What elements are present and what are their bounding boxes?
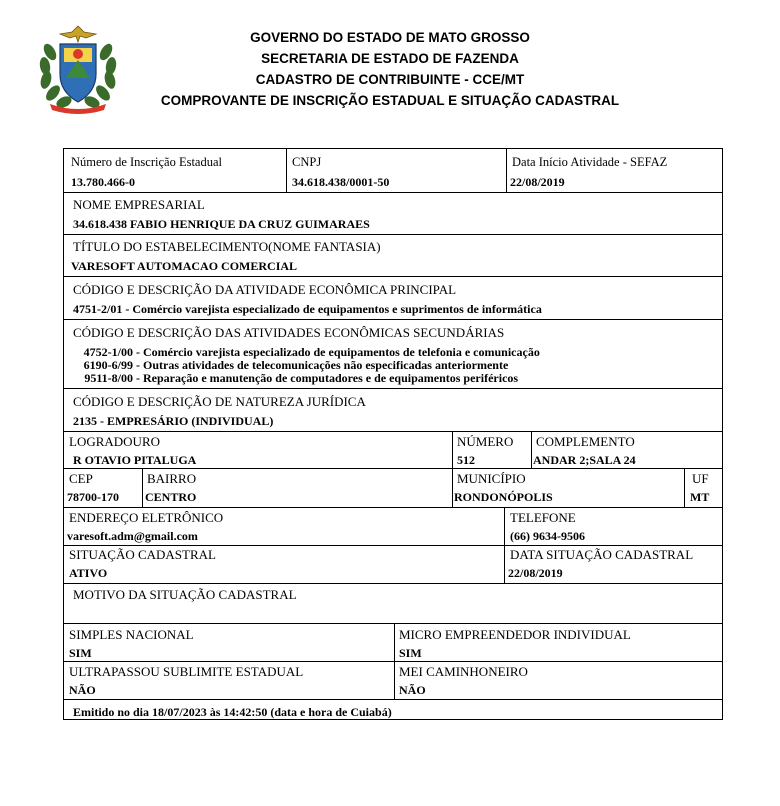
caminhoneiro-value: NÃO <box>399 683 426 697</box>
logradouro-value: R OTAVIO PITALUGA <box>73 453 197 467</box>
sublimite-value: NÃO <box>69 683 96 697</box>
divider <box>63 545 723 546</box>
data-situacao-value: 22/08/2019 <box>508 566 563 580</box>
bairro-label: BAIRRO <box>147 471 197 486</box>
nome-empresarial-value: 34.618.438 FABIO HENRIQUE DA CRUZ GUIMARAES <box>73 217 370 231</box>
divider <box>286 148 287 192</box>
divider <box>63 661 723 662</box>
list-item: 4752-1/00 - Comércio varejista especializado de equipamentos de telefonia e comunicação <box>83 345 540 359</box>
emitido-footer: Emitido no dia 18/07/2023 às 14:42:50 (data e hora de Cuiabá) <box>73 705 392 719</box>
data-inicio-label: Data Início Atividade - SEFAZ <box>512 155 668 169</box>
inscricao-value: 13.780.466-0 <box>71 175 135 189</box>
header-secretaria: SECRETARIA DE ESTADO DE FAZENDA <box>261 51 519 66</box>
state-coat-of-arms-logo <box>36 22 120 114</box>
list-item: 9511-8/00 - Reparação e manutenção de computadores e de equipamentos periféricos <box>84 371 519 385</box>
titulo-value: VARESOFT AUTOMACAO COMERCIAL <box>71 259 298 273</box>
titulo-label: TÍTULO DO ESTABELECIMENTO(NOME FANTASIA) <box>73 239 381 254</box>
uf-label: UF <box>692 471 709 486</box>
divider <box>63 276 723 277</box>
bairro-value: CENTRO <box>145 490 197 504</box>
simples-label: SIMPLES NACIONAL <box>69 627 194 642</box>
complemento-value: ANDAR 2;SALA 24 <box>533 453 636 467</box>
divider <box>504 507 505 583</box>
divider <box>394 623 395 699</box>
mei-value: SIM <box>399 646 422 660</box>
telefone-value: (66) 9634-9506 <box>510 529 585 543</box>
divider <box>506 148 507 192</box>
numero-value: 512 <box>457 453 475 467</box>
list-item: 6190-6/99 - Outras atividades de telecomunicações não especificadas anteriormente <box>83 358 509 372</box>
divider <box>63 192 723 193</box>
divider <box>452 431 453 507</box>
cep-value: 78700-170 <box>67 490 119 504</box>
inscricao-label: Número de Inscrição Estadual <box>71 155 222 169</box>
divider <box>63 468 723 469</box>
sublimite-label: ULTRAPASSOU SUBLIMITE ESTADUAL <box>69 664 304 679</box>
simples-value: SIM <box>69 646 92 660</box>
data-situacao-label: DATA SITUAÇÃO CADASTRAL <box>510 547 694 562</box>
situacao-value: ATIVO <box>69 566 108 580</box>
divider <box>684 468 685 507</box>
municipio-value: RONDONÓPOLIS <box>454 490 553 504</box>
atividade-principal-label: CÓDIGO E DESCRIÇÃO DA ATIVIDADE ECONÔMICA PRINCIPAL <box>73 282 457 297</box>
mei-label: MICRO EMPREENDEDOR INDIVIDUAL <box>399 627 631 642</box>
header-government: GOVERNO DO ESTADO DE MATO GROSSO <box>250 30 530 45</box>
natureza-value: 2135 - EMPRESÁRIO (INDIVIDUAL) <box>73 414 274 428</box>
header-cadastro: CADASTRO DE CONTRIBUINTE - CCE/MT <box>255 72 525 87</box>
cnpj-value: 34.618.438/0001-50 <box>292 175 390 189</box>
divider <box>63 583 723 584</box>
caminhoneiro-label: MEI CAMINHONEIRO <box>399 664 528 679</box>
header-comprovante: COMPROVANTE DE INSCRIÇÃO ESTADUAL E SITUAÇÃO CADASTRAL <box>160 93 620 108</box>
divider <box>142 468 143 507</box>
divider <box>63 388 723 389</box>
natureza-label: CÓDIGO E DESCRIÇÃO DE NATUREZA JURÍDICA <box>73 394 366 409</box>
numero-label: NÚMERO <box>457 434 514 449</box>
email-value: varesoft.adm@gmail.com <box>67 529 198 543</box>
complemento-label: COMPLEMENTO <box>536 434 635 449</box>
data-inicio-value: 22/08/2019 <box>510 175 565 189</box>
divider <box>63 431 723 432</box>
divider <box>63 507 723 508</box>
cnpj-label: CNPJ <box>292 155 322 169</box>
atividades-secundarias-label: CÓDIGO E DESCRIÇÃO DAS ATIVIDADES ECONÔMICAS SECUNDÁRIAS <box>73 325 505 340</box>
divider <box>63 319 723 320</box>
logradouro-label: LOGRADOURO <box>69 434 160 449</box>
divider <box>63 699 723 700</box>
uf-value: MT <box>690 490 710 504</box>
divider <box>63 234 723 235</box>
telefone-label: TELEFONE <box>510 510 576 525</box>
situacao-label: SITUAÇÃO CADASTRAL <box>69 547 216 562</box>
municipio-label: MUNICÍPIO <box>457 471 526 486</box>
cep-label: CEP <box>69 471 93 486</box>
divider <box>531 431 532 468</box>
divider <box>63 623 723 624</box>
atividade-principal-value: 4751-2/01 - Comércio varejista especializado de equipamentos e suprimentos de informática <box>73 302 542 316</box>
email-label: ENDEREÇO ELETRÔNICO <box>69 510 224 525</box>
nome-empresarial-label: NOME EMPRESARIAL <box>73 197 205 212</box>
motivo-label: MOTIVO DA SITUAÇÃO CADASTRAL <box>73 587 297 602</box>
